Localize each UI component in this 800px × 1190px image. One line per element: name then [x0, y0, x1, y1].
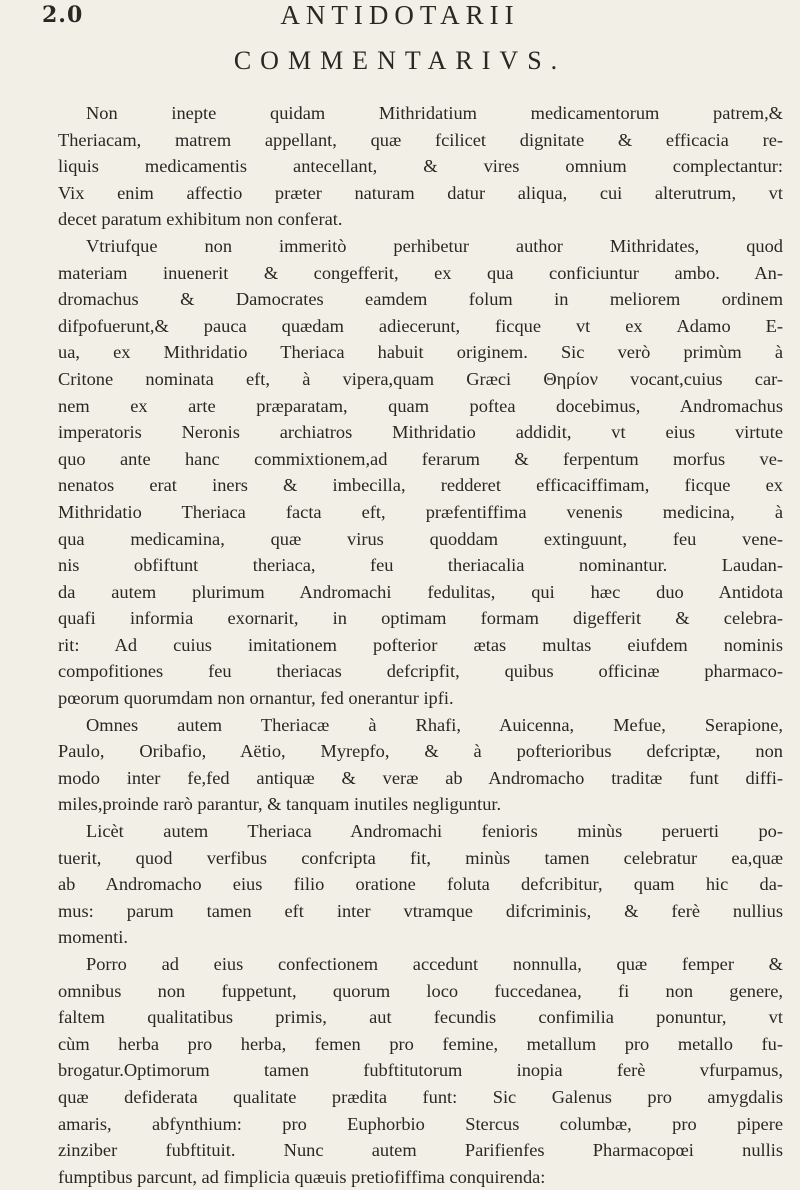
text-line: mus: parum tamen eft inter vtramque difcriminis, & ferè nullius — [58, 900, 783, 921]
text-line: compofitiones feu theriacas defcripfit, quibus officinæ pharmaco- — [58, 661, 783, 682]
text-line: amaris, abfynthium: pro Euphorbio Stercus columbæ, pro pipere — [58, 1113, 783, 1134]
text-line: tuerit, quod verfibus confcripta fit, minùs tamen celebratur ea,quæ — [58, 847, 783, 868]
text-line: nem ex arte præparatam, quam poftea docebimus, Andromachus — [58, 395, 783, 416]
text-line: modo inter fe,fed antiquæ & veræ ab Andromacho traditæ funt diffi- — [58, 767, 783, 788]
text-line: Theriacam, matrem appellant, quæ fcilicet dignitate & efficacia re- — [58, 129, 783, 150]
running-head: ANTIDOTARII — [280, 0, 520, 30]
text-line: ua, ex Mithridatio Theriaca habuit originem. Sic verò primùm à — [58, 342, 783, 363]
page-number: 2.0 — [42, 2, 84, 28]
text-line: nenatos erat iners & imbecilla, redderet efficaciffimam, ficque ex — [58, 475, 783, 496]
text-line: materiam inuenerit & congefferit, ex qua conficiuntur ambo. An- — [58, 262, 783, 283]
text-line: quo ante hanc commixtionem,ad ferarum & ferpentum morfus ve- — [58, 448, 783, 469]
text-line: difpofuerunt,& pauca quædam adiecerunt, ficque vt ex Adamo E- — [58, 315, 783, 336]
text-line: faltem qualitatibus primis, aut fecundis confimilia ponuntur, vt — [58, 1007, 783, 1028]
text-line: momenti. — [58, 927, 128, 948]
text-line: Porro ad eius confectionem accedunt nonnulla, quæ femper & — [86, 954, 783, 974]
text-line: Vix enim affectio præter naturam datur aliqua, cui alterutrum, vt — [58, 182, 783, 203]
text-line: fumptibus parcunt, ad fimplicia quæuis pretiofiffima conquirenda: — [58, 1166, 546, 1187]
text-line: Critone nominata eft, à vipera,quam Græci Θηρίον vocant,cuius car- — [58, 368, 783, 389]
text-line: ab Andromacho eius filio oratione foluta defcribitur, quam hic da- — [58, 874, 783, 895]
text-line: cùm herba pro herba, femen pro femine, metallum pro metallo fu- — [58, 1033, 783, 1054]
section-title: COMMENTARIVS. — [233, 46, 567, 75]
text-line: miles,proinde rarò parantur, & tanquam inutiles negliguntur. — [58, 794, 502, 815]
text-line: rit: Ad cuius imitationem pofterior ætas multas eiufdem nominis — [58, 634, 783, 655]
text-line: qua medicamina, quæ virus quoddam extinguunt, feu vene- — [58, 528, 783, 549]
text-line: brogatur.Optimorum tamen fubftitutorum inopia ferè vfurpamus, — [58, 1060, 783, 1081]
text-line: Mithridatio Theriaca facta eft, præfentiffima venenis medicina, à — [58, 501, 783, 522]
text-line: decet paratum exhibitum non conferat. — [58, 209, 343, 230]
text-line: dromachus & Damocrates eamdem folum in meliorem ordinem — [58, 289, 783, 310]
text-line: imperatoris Neronis archiatros Mithridatio addidit, vt eius virtute — [58, 422, 783, 443]
text-line: zinziber fubftituit. Nunc autem Parifienfes Pharmacopœi nullis — [58, 1140, 783, 1161]
body-text — [58, 100, 783, 1190]
text-line: Non inepte quidam Mithridatium medicamentorum patrem,& — [86, 103, 783, 123]
text-line: pœorum quorumdam non ornantur, fed onerantur ipfi. — [58, 688, 454, 709]
text-line: Omnes autem Theriacæ à Rhafi, Auicenna, Mefue, Serapione, — [86, 714, 783, 735]
text-line: omnibus non fuppetunt, quorum loco fuccedanea, fi non genere, — [58, 980, 783, 1001]
text-line: Vtriufque non immeritò perhibetur author Mithridates, quod — [86, 235, 783, 256]
text-line: liquis medicamentis antecellant, & vires omnium complectantur: — [58, 156, 783, 177]
text-line: nis obfiftunt theriaca, feu theriacalia nominantur. Laudan- — [58, 555, 783, 576]
text-line: da autem plurimum Andromachi fedulitas, qui hæc duo Antidota — [58, 581, 783, 602]
text-line: Licèt autem Theriaca Andromachi fenioris minùs peruerti po- — [86, 821, 783, 842]
text-line: Paulo, Oribafio, Aëtio, Myrepfo, & à pofterioribus defcriptæ, non — [58, 741, 783, 762]
text-line: quæ defiderata qualitate prædita funt: Sic Galenus pro amygdalis — [58, 1086, 783, 1107]
text-line: quafi informia exornarit, in optimam formam digefferit & celebra- — [58, 608, 783, 629]
